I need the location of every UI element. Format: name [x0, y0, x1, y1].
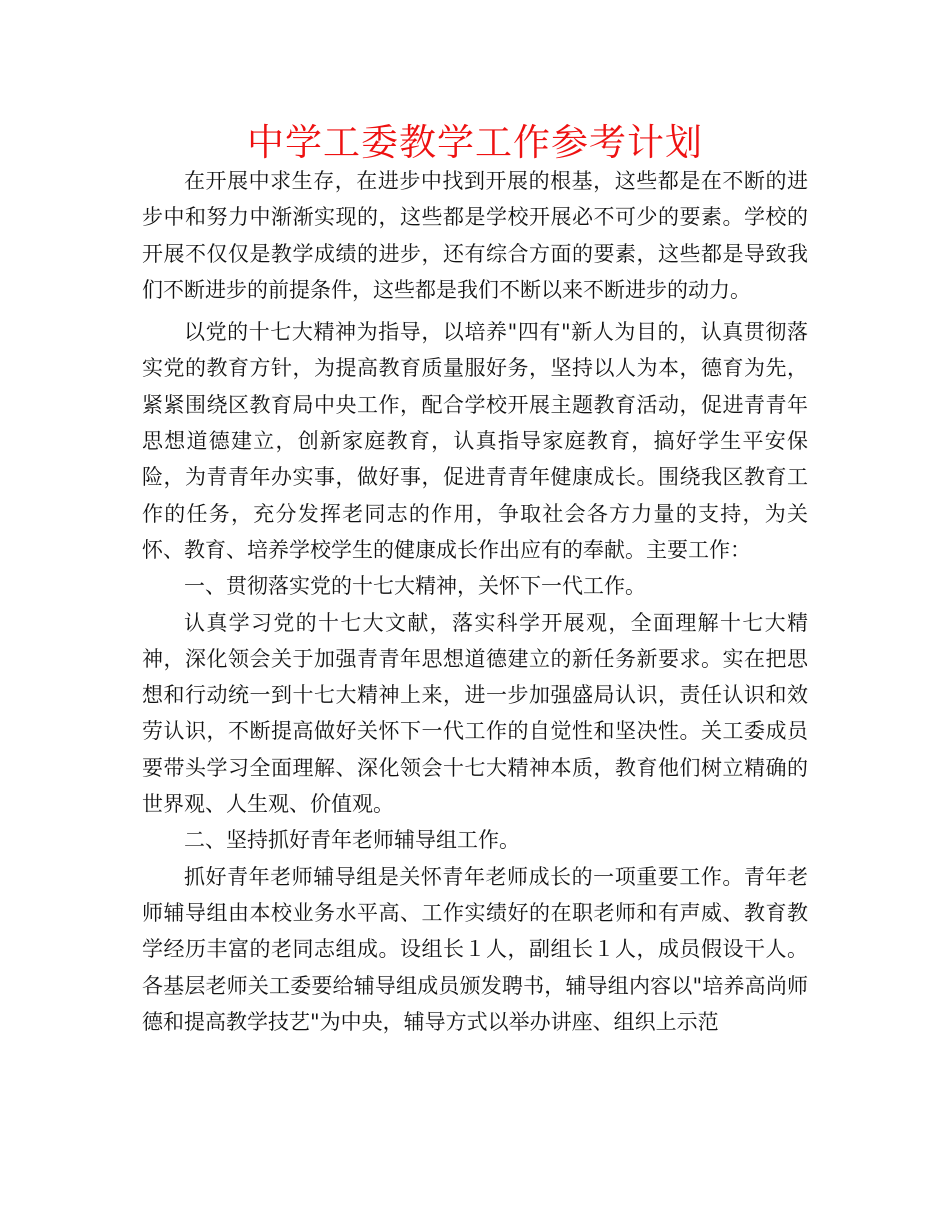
document-title: 中学工委教学工作参考计划	[247, 121, 703, 164]
paragraph-intro: 在开展中求生存，在进步中找到开展的根基，这些都是在不断的进步中和努力中渐渐实现的，这些都是学校开展必不可少的要素。学校的开展不仅仅是教学成绩的进步，还有综合方面的要素，这些都是导致我们不断进步的前提条件，这些都是我们不断以来不断进步的动力。	[142, 169, 808, 302]
section-heading-2: 二、坚持抓好青年老师辅导组工作。	[184, 828, 520, 853]
section-heading-1: 一、贯彻落实党的十七大精神，关怀下一代工作。	[184, 574, 646, 599]
document-body	[142, 163, 808, 1040]
paragraph-section-1: 认真学习党的十七大文献，落实科学开展观，全面理解十七大精神，深化领会关于加强青青年思想道德建立的新任务新要求。实在把思想和行动统一到十七大精神上来，进一步加强盛局认识，责任认识和效劳认识，不断提高做好关怀下一代工作的自觉性和坚决性。关工委成员要带头学习全面理解、深化领会十七大精神本质，教育他们树立精确的世界观、人生观、价值观。	[142, 610, 808, 817]
paragraph-guideline: 以党的十七大精神为指导，以培养"四有"新人为目的，认真贯彻落实党的教育方针，为提高教育质量服好务，坚持以人为本，德育为先，紧紧围绕区教育局中央工作，配合学校开展主题教育活动，促进青青年思想道德建立，创新家庭教育，认真指导家庭教育，搞好学生平安保险，为青青年办实事，做好事，促进青青年健康成长。围绕我区教育工作的任务，充分发挥老同志的作用，争取社会各方力量的支持，为关怀、教育、培养学校学生的健康成长作出应有的奉献。主要工作：	[142, 320, 808, 562]
paragraph-section-2: 抓好青年老师辅导组是关怀青年老师成长的一项重要工作。青年老师辅导组由本校业务水平高、工作实绩好的在职老师和有声威、教育教学经历丰富的老同志组成。设组长１人，副组长１人，成员假设干人。各基层老师关工委要给辅导组成员颁发聘书，辅导组内容以"培养高尚师德和提高教学技艺"为中央，辅导方式以举办讲座、组织上示范	[142, 864, 808, 1034]
